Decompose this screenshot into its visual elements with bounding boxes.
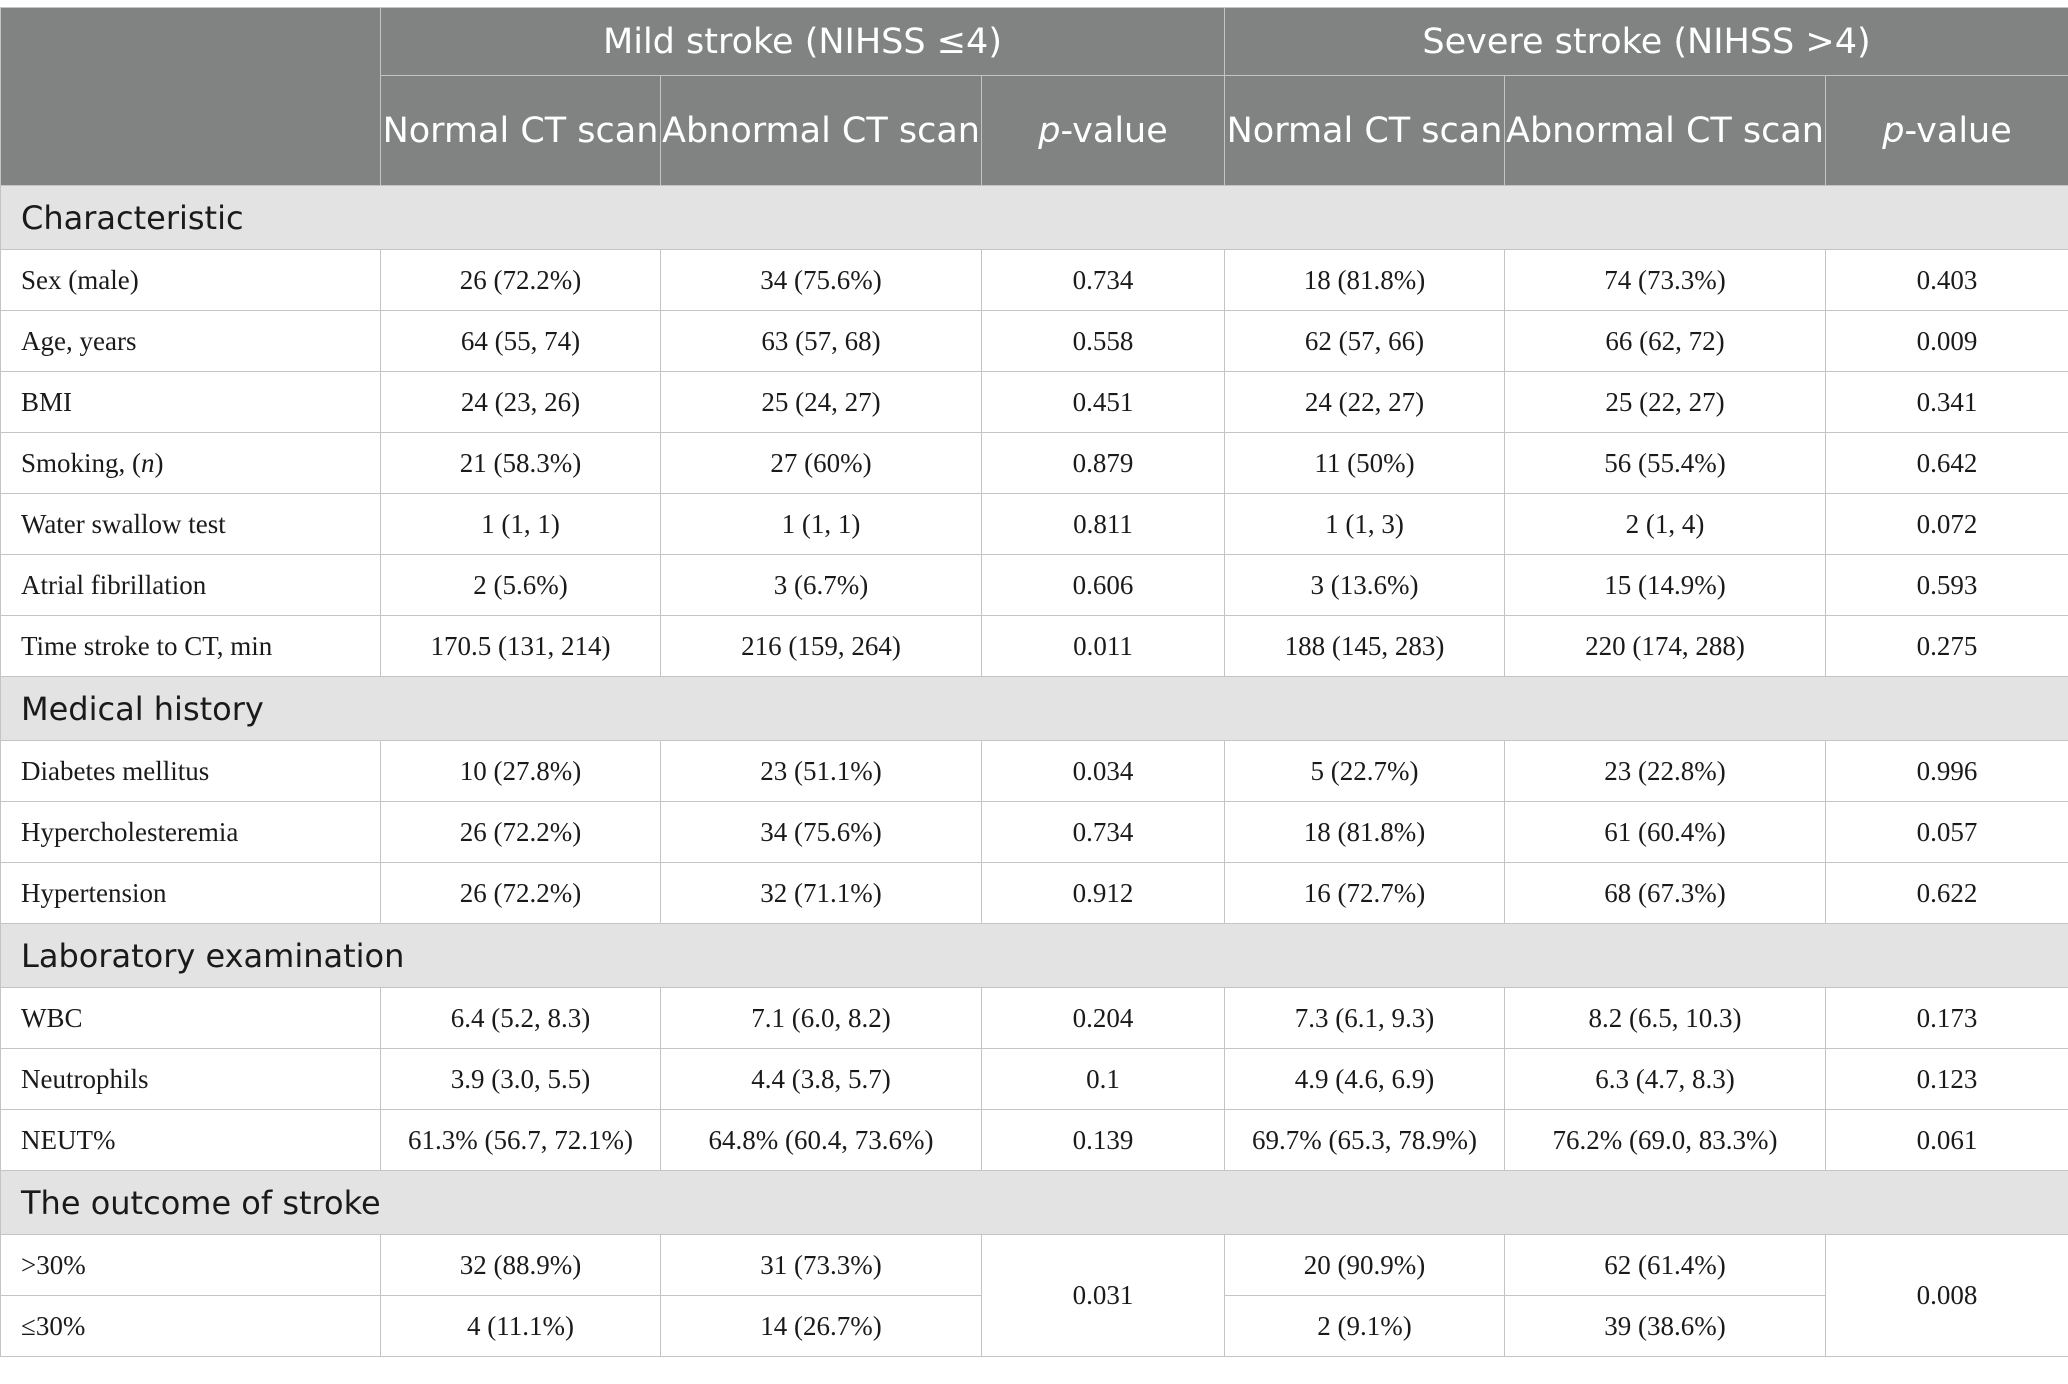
row-label: ≤30% <box>1 1296 381 1357</box>
cell: 3.9 (3.0, 5.5) <box>381 1049 661 1110</box>
cell: 3 (6.7%) <box>661 555 982 616</box>
outcome-p-severe: 0.008 <box>1826 1235 2068 1357</box>
row-label: Atrial fibrillation <box>1 555 381 616</box>
row-label: Neutrophils <box>1 1049 381 1110</box>
label-italic: n <box>141 447 155 478</box>
cell: 0.734 <box>982 250 1225 311</box>
cell: 24 (22, 27) <box>1225 372 1505 433</box>
cell: 31 (73.3%) <box>661 1235 982 1296</box>
header-mild-normal: Normal CT scan <box>381 76 661 186</box>
cell: 25 (22, 27) <box>1505 372 1826 433</box>
cell: 63 (57, 68) <box>661 311 982 372</box>
row-label: Diabetes mellitus <box>1 741 381 802</box>
p-rest: -value <box>1904 110 2012 151</box>
section-title-outcome: The outcome of stroke <box>1 1171 2068 1235</box>
row-label: Age, years <box>1 311 381 372</box>
cell: 64.8% (60.4, 73.6%) <box>661 1110 982 1171</box>
cell: 21 (58.3%) <box>381 433 661 494</box>
cell: 16 (72.7%) <box>1225 863 1505 924</box>
cell: 170.5 (131, 214) <box>381 616 661 677</box>
cell: 220 (174, 288) <box>1505 616 1826 677</box>
cell: 0.593 <box>1826 555 2068 616</box>
row-label: Sex (male) <box>1 250 381 311</box>
cell: 11 (50%) <box>1225 433 1505 494</box>
cell: 7.3 (6.1, 9.3) <box>1225 988 1505 1049</box>
cell: 68 (67.3%) <box>1505 863 1826 924</box>
cell: 3 (13.6%) <box>1225 555 1505 616</box>
cell: 0.204 <box>982 988 1225 1049</box>
cell: 1 (1, 3) <box>1225 494 1505 555</box>
cell: 23 (51.1%) <box>661 741 982 802</box>
header-severe-pvalue <box>1826 76 2068 186</box>
cell: 2 (9.1%) <box>1225 1296 1505 1357</box>
cell: 0.009 <box>1826 311 2068 372</box>
row-label: BMI <box>1 372 381 433</box>
cell: 62 (57, 66) <box>1225 311 1505 372</box>
table-row <box>1 494 2068 555</box>
header-mild-abnormal: Abnormal CT scan <box>661 76 982 186</box>
cell: 26 (72.2%) <box>381 863 661 924</box>
table-row <box>1 250 2068 311</box>
table-row <box>1 433 2068 494</box>
section-title-medical-history: Medical history <box>1 677 2068 741</box>
label-post: ) <box>154 447 164 478</box>
table-row <box>1 616 2068 677</box>
cell: 7.1 (6.0, 8.2) <box>661 988 982 1049</box>
table-row <box>1 372 2068 433</box>
cell: 0.734 <box>982 802 1225 863</box>
cell: 15 (14.9%) <box>1505 555 1826 616</box>
cell: 6.4 (5.2, 8.3) <box>381 988 661 1049</box>
cell: 0.606 <box>982 555 1225 616</box>
p-italic: p <box>1038 110 1061 151</box>
header-severe-abnormal: Abnormal CT scan <box>1505 76 1826 186</box>
table-row <box>1 555 2068 616</box>
cell: 0.061 <box>1826 1110 2068 1171</box>
header-mild-pvalue <box>982 76 1225 186</box>
cell: 4.9 (4.6, 6.9) <box>1225 1049 1505 1110</box>
table-row <box>1 988 2068 1049</box>
cell: 0.341 <box>1826 372 2068 433</box>
cell: 1 (1, 1) <box>381 494 661 555</box>
cell: 2 (1, 4) <box>1505 494 1826 555</box>
row-label: WBC <box>1 988 381 1049</box>
cell: 20 (90.9%) <box>1225 1235 1505 1296</box>
p-rest: -value <box>1060 110 1168 151</box>
cell: 0.173 <box>1826 988 2068 1049</box>
p-italic: p <box>1882 110 1905 151</box>
cell: 1 (1, 1) <box>661 494 982 555</box>
label-pre: Smoking, ( <box>21 447 142 478</box>
cell: 0.034 <box>982 741 1225 802</box>
section-title-characteristic: Characteristic <box>1 186 2068 250</box>
header-corner <box>1 8 381 186</box>
outcome-p-mild: 0.031 <box>982 1235 1225 1357</box>
table-row <box>1 863 2068 924</box>
row-label: Water swallow test <box>1 494 381 555</box>
cell: 74 (73.3%) <box>1505 250 1826 311</box>
row-label: Hypercholesteremia <box>1 802 381 863</box>
cell: 66 (62, 72) <box>1505 311 1826 372</box>
cell: 61 (60.4%) <box>1505 802 1826 863</box>
cell: 18 (81.8%) <box>1225 250 1505 311</box>
cell: 23 (22.8%) <box>1505 741 1826 802</box>
row-label: Time stroke to CT, min <box>1 616 381 677</box>
section-title-laboratory: Laboratory examination <box>1 924 2068 988</box>
cell: 0.403 <box>1826 250 2068 311</box>
cell: 0.996 <box>1826 741 2068 802</box>
cell: 0.912 <box>982 863 1225 924</box>
table-row <box>1 802 2068 863</box>
cell: 61.3% (56.7, 72.1%) <box>381 1110 661 1171</box>
cell: 26 (72.2%) <box>381 250 661 311</box>
cell: 4 (11.1%) <box>381 1296 661 1357</box>
cell: 25 (24, 27) <box>661 372 982 433</box>
row-label <box>1 433 381 494</box>
cell: 18 (81.8%) <box>1225 802 1505 863</box>
cell: 188 (145, 283) <box>1225 616 1505 677</box>
cell: 6.3 (4.7, 8.3) <box>1505 1049 1826 1110</box>
header-severe-normal: Normal CT scan <box>1225 76 1505 186</box>
cell: 0.811 <box>982 494 1225 555</box>
cell: 0.011 <box>982 616 1225 677</box>
cell: 0.451 <box>982 372 1225 433</box>
cell: 2 (5.6%) <box>381 555 661 616</box>
cell: 0.879 <box>982 433 1225 494</box>
cell: 14 (26.7%) <box>661 1296 982 1357</box>
header-group-mild: Mild stroke (NIHSS ≤4) <box>381 8 1225 76</box>
cell: 34 (75.6%) <box>661 250 982 311</box>
cell: 4.4 (3.8, 5.7) <box>661 1049 982 1110</box>
table-row <box>1 741 2068 802</box>
row-label: >30% <box>1 1235 381 1296</box>
cell: 0.622 <box>1826 863 2068 924</box>
cell: 27 (60%) <box>661 433 982 494</box>
cell: 216 (159, 264) <box>661 616 982 677</box>
cell: 32 (71.1%) <box>661 863 982 924</box>
row-label: NEUT% <box>1 1110 381 1171</box>
cell: 64 (55, 74) <box>381 311 661 372</box>
table-row <box>1 1235 2068 1296</box>
cell: 5 (22.7%) <box>1225 741 1505 802</box>
cell: 69.7% (65.3, 78.9%) <box>1225 1110 1505 1171</box>
cell: 0.123 <box>1826 1049 2068 1110</box>
cell: 62 (61.4%) <box>1505 1235 1826 1296</box>
cell: 0.275 <box>1826 616 2068 677</box>
cell: 32 (88.9%) <box>381 1235 661 1296</box>
cell: 24 (23, 26) <box>381 372 661 433</box>
cell: 0.1 <box>982 1049 1225 1110</box>
cell: 0.558 <box>982 311 1225 372</box>
stroke-ct-table <box>0 7 2068 1357</box>
cell: 76.2% (69.0, 83.3%) <box>1505 1110 1826 1171</box>
cell: 0.642 <box>1826 433 2068 494</box>
cell: 56 (55.4%) <box>1505 433 1826 494</box>
cell: 39 (38.6%) <box>1505 1296 1826 1357</box>
cell: 0.057 <box>1826 802 2068 863</box>
table-row <box>1 311 2068 372</box>
row-label: Hypertension <box>1 863 381 924</box>
header-group-severe: Severe stroke (NIHSS >4) <box>1225 8 2068 76</box>
cell: 26 (72.2%) <box>381 802 661 863</box>
table-row <box>1 1110 2068 1171</box>
cell: 0.139 <box>982 1110 1225 1171</box>
table-row <box>1 1049 2068 1110</box>
cell: 8.2 (6.5, 10.3) <box>1505 988 1826 1049</box>
cell: 0.072 <box>1826 494 2068 555</box>
cell: 10 (27.8%) <box>381 741 661 802</box>
cell: 34 (75.6%) <box>661 802 982 863</box>
